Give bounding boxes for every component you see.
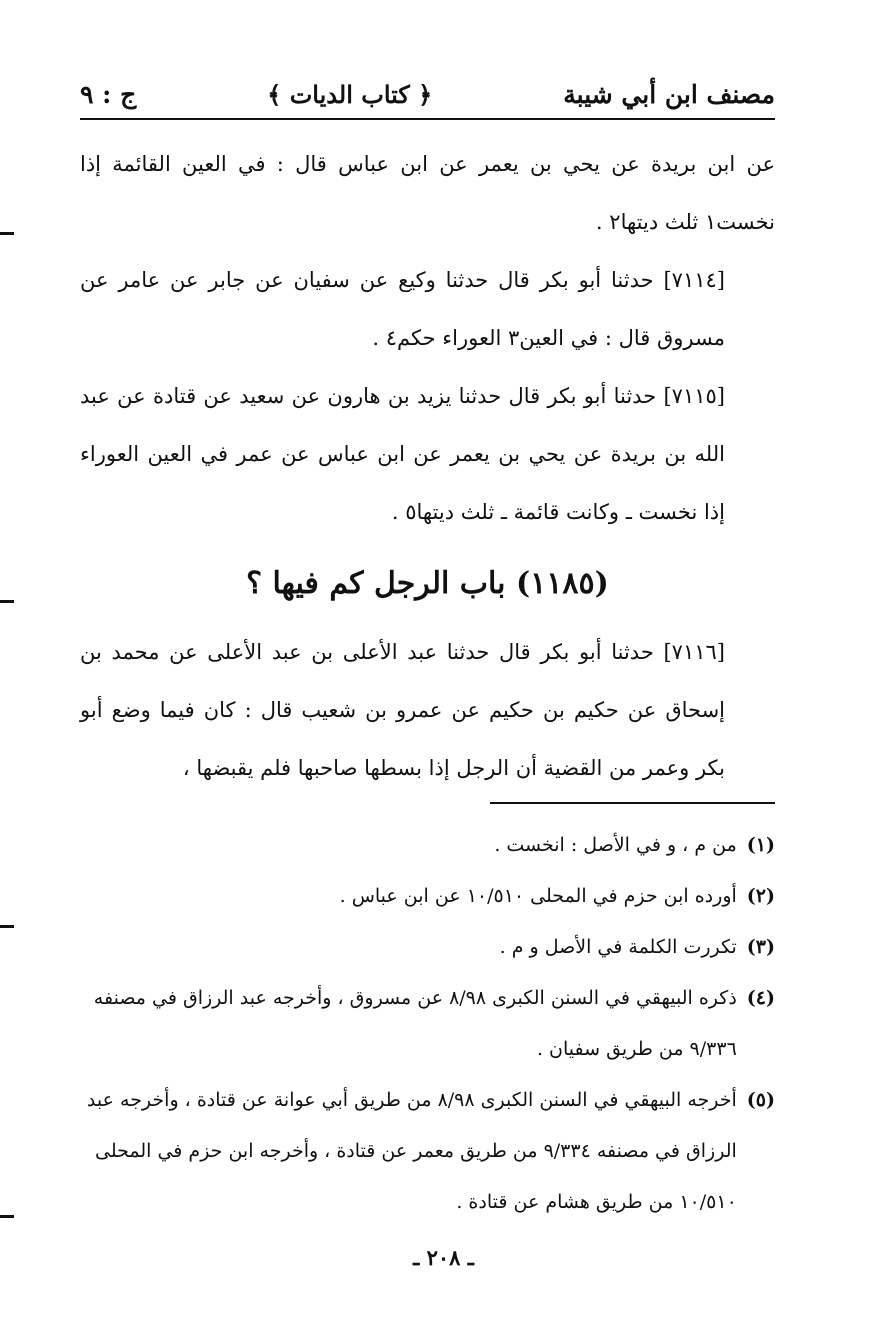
binding-mark: [0, 600, 14, 603]
binding-mark: [0, 925, 14, 928]
header-divider: [80, 118, 775, 120]
footnote-number: (٢): [746, 885, 775, 907]
footnotes: [80, 820, 775, 1228]
binding-mark: [0, 232, 14, 235]
page-number: ـ ٢٠٨ ـ: [413, 1245, 474, 1270]
footnote-5: [80, 1075, 775, 1228]
running-header: [80, 70, 775, 118]
footnote-1: [80, 820, 775, 871]
footnote-number: (٤): [746, 987, 775, 1009]
hadith-7114: [٧١١٤] حدثنا أبو بكر قال حدثنا وكيع عن سفيان عن جابر عن عامر عن مسروق قال : في العين٣ العوراء حكم٤ .: [80, 268, 725, 350]
chapter-title: ﴿ كتاب الديات ﴾: [267, 79, 433, 109]
paragraph: عن ابن بريدة عن يحي بن يعمر عن ابن عباس قال : في العين القائمة إذا نخست١ ثلث ديتها٢ .: [80, 152, 775, 234]
footnote-text: تكررت الكلمة في الأصل و م .: [499, 936, 737, 958]
footnote-text: أخرجه البيهقي في السنن الكبرى ٨/٩٨ من طريق أبي عوانة عن قتادة ، وأخرجه عبد الرزاق في مصنفه ٩/٣٣٤ من طريق معمر عن قتادة ، وأخرجه ابن حزم في المحلى ١٠/٥١٠ من طريق هشام عن قتادة .: [86, 1089, 737, 1213]
footnote-text: من م ، و في الأصل : انخست .: [494, 834, 737, 856]
hadith-7115: [٧١١٥] حدثنا أبو بكر قال حدثنا يزيد بن هارون عن سعيد عن قتادة عن عبد الله بن بريدة عن يحي بن يعمر عن ابن عباس عن عمر في العين العوراء إذا نخست ـ وكانت قائمة ـ ثلث ديتها٥ .: [80, 384, 725, 524]
footnote-4: [80, 973, 775, 1075]
footnote-number: (٣): [746, 936, 775, 958]
footnote-2: [80, 871, 775, 922]
footnote-number: (١): [746, 834, 775, 856]
footnote-text: أورده ابن حزم في المحلى ١٠/٥١٠ عن ابن عباس .: [339, 885, 737, 907]
book-title: مصنف ابن أبي شيبة: [563, 79, 775, 109]
binding-mark: [0, 1215, 14, 1218]
section-heading: (١١٨٥) باب الرجل كم فيها ؟: [246, 566, 609, 601]
footnote-text: ذكره البيهقي في السنن الكبرى ٨/٩٨ عن مسروق ، وأخرجه عبد الرزاق في مصنفه ٩/٣٣٦ من طريق سفيان .: [93, 987, 737, 1060]
main-text: [80, 135, 775, 797]
volume-number: ج : ٩: [80, 79, 137, 109]
footnote-3: [80, 922, 775, 973]
footnote-number: (٥): [746, 1089, 775, 1111]
hadith-7116: [٧١١٦] حدثنا أبو بكر قال حدثنا عبد الأعلى بن عبد الأعلى عن محمد بن إسحاق عن حكيم بن حكيم عن عمرو بن شعيب قال : كان فيما وضع أبو بكر وعمر من القضية أن الرجل إذا بسطها صاحبها فلم يقبضها ،: [80, 640, 725, 780]
footnote-divider: [490, 802, 775, 804]
